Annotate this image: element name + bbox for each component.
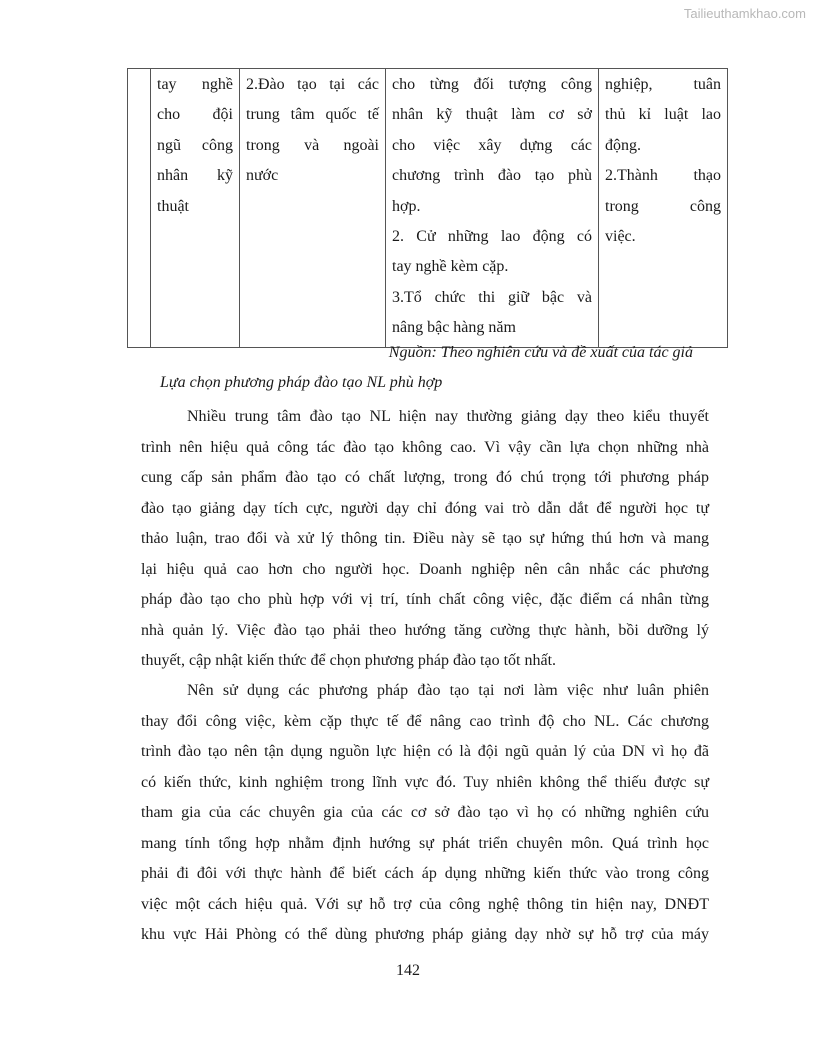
cell-line: cho việc xây dựng các	[392, 136, 592, 154]
cell-line: 2.Thành thạo	[605, 167, 721, 185]
paragraph-line: lại hiệu quả cao hơn cho người học. Doanh nghiệp nên cân nhắc các phương	[141, 560, 709, 578]
cell-line: việc.	[605, 228, 636, 246]
table-cell-index	[128, 69, 151, 348]
page-number: 142	[396, 962, 420, 979]
paragraph-line: khu vực Hải Phòng có thể dùng phương pháp giảng dạy nhờ sự hỗ trợ của máy	[141, 926, 709, 943]
cell-line: trong công	[605, 197, 721, 215]
cell-line: nâng bậc hàng năm	[392, 319, 516, 337]
cell-line: động.	[605, 136, 641, 154]
cell-line: nước	[246, 167, 279, 185]
source-note: Nguồn: Theo nghiên cứu và đề xuất của tác giả	[388, 344, 693, 361]
cell-line: tay nghề kèm cặp.	[392, 258, 509, 276]
paragraph-line: pháp đào tạo cho phù hợp với vị trí, tính chất công việc, đặc điểm cá nhân từng	[141, 591, 709, 608]
cell-line: trung tâm quốc tế	[246, 106, 379, 124]
watermark: Tailieuthamkhao.com	[683, 6, 806, 21]
paragraph-2	[141, 676, 709, 951]
section-heading: Lựa chọn phương pháp đào tạo NL phù hợp	[160, 374, 443, 391]
paragraph-line: việc một cách hiệu quả. Với sự hỗ trợ của công nghệ thông tin hiện nay, DNĐT	[141, 895, 709, 913]
cell-line: trong và ngoài	[246, 136, 379, 154]
cell-line: thuật	[157, 197, 189, 215]
paragraph-line: Nên sử dụng các phương pháp đào tạo tại nơi làm việc như luân phiên	[187, 682, 709, 699]
table-cell-results	[599, 69, 728, 348]
paragraph-line: phải đi đôi với thực hành để biết cách áp dụng những kiến thức vào trong công	[141, 865, 709, 882]
cell-line: chương trình đào tạo phù	[392, 167, 592, 185]
cell-line: 2.Đào tạo tại các	[246, 76, 379, 93]
table-cell-method	[240, 69, 386, 348]
table-cell-activities	[386, 69, 599, 348]
paragraph-line: thảo luận, trao đổi và xử lý thông tin. Điều này sẽ tạo sự hứng thú hơn và mang	[141, 530, 709, 547]
continuation-table	[127, 68, 728, 348]
cell-line: nhân kỹ	[157, 167, 233, 185]
paragraph-line: thay đổi công việc, kèm cặp thực tế để nâng cao trình độ cho NL. Các chương	[141, 712, 709, 730]
paragraph-line: mang tính tổng hợp nhằm định hướng sự phát triển chuyên môn. Quá trình học	[141, 834, 709, 852]
cell-line: 3.Tổ chức thi giữ bậc và	[392, 288, 592, 306]
paragraph-1	[141, 402, 709, 677]
cell-line: hợp.	[392, 197, 421, 215]
cell-line: cho đội	[157, 106, 233, 124]
table-row	[128, 69, 728, 348]
cell-line: nghiệp, tuân	[605, 76, 721, 93]
paragraph-line: tham gia của các chuyên gia của các cơ sở đào tạo vì họ có những nghiên cứu	[141, 804, 709, 821]
cell-line: thủ kỉ luật lao	[605, 106, 721, 124]
cell-line: ngũ công	[157, 136, 233, 154]
paragraph-line: cung cấp sản phẩm đào tạo có chất lượng, trong đó chú trọng tới phương pháp	[141, 469, 709, 486]
paragraph-line: Nhiều trung tâm đào tạo NL hiện nay thường giảng dạy theo kiểu thuyết	[187, 408, 709, 425]
cell-line: nhân kỹ thuật làm cơ sở	[392, 106, 592, 124]
table-cell-objective	[151, 69, 240, 348]
paragraph-line: có kiến thức, kinh nghiệm trong lĩnh vực đó. Tuy nhiên không thể thiếu được sự	[141, 773, 709, 791]
paragraph-line: trình nên hiệu quả công tác đào tạo không cao. Vì vậy cần lựa chọn những nhà	[141, 438, 709, 456]
paragraph-line: đào tạo giảng dạy tích cực, người dạy chỉ đóng vai trò dẫn dắt để người học tự	[141, 499, 709, 517]
paragraph-line: trình đào tạo nên tận dụng nguồn lực hiện có là đội ngũ quản lý của DN vì họ đã	[141, 743, 709, 760]
paragraph-line: thuyết, cập nhật kiến thức để chọn phương pháp đào tạo tốt nhất.	[141, 652, 557, 669]
paragraph-line: nhà quản lý. Việc đào tạo phải theo hướng tăng cường thực hành, bồi dưỡng lý	[141, 621, 709, 639]
cell-line: 2. Cử những lao động có	[392, 228, 592, 246]
cell-line: cho từng đối tượng công	[392, 76, 592, 93]
cell-line: tay nghề	[157, 76, 233, 93]
